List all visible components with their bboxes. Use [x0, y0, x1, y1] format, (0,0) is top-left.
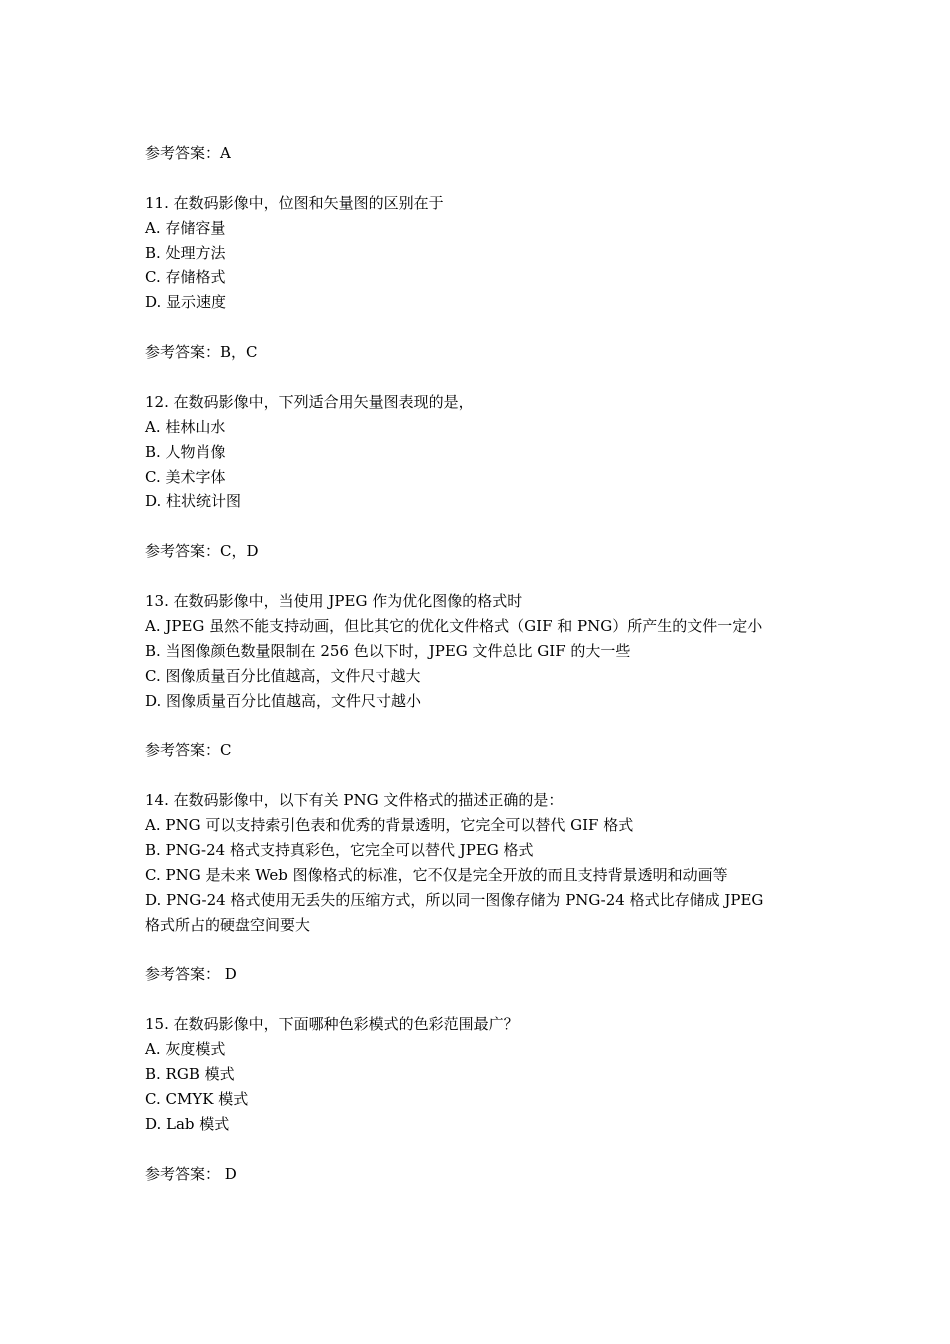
- answer-line: 参考答案：C，D: [145, 542, 259, 561]
- option-c: C. 存储格式: [145, 268, 226, 287]
- option-b: B. PNG-24 格式支持真彩色，它完全可以替代 JPEG 格式: [145, 840, 534, 859]
- option-a: A. 存储容量: [145, 218, 226, 237]
- answer-line: 参考答案：B，C: [145, 343, 258, 362]
- option-c: C. 美术字体: [145, 467, 226, 486]
- option-c: C. PNG 是未来 Web 图像格式的标准，它不仅是完全开放的而且支持背景透明和动画等: [145, 865, 728, 884]
- question-15: [145, 1012, 845, 1136]
- option-c: C. 图像质量百分比值越高，文件尺寸越大: [145, 666, 421, 685]
- question-stem: 15. 在数码影像中，下面哪种色彩模式的色彩范围最广？: [145, 1015, 519, 1034]
- option-d: D. 显示速度: [145, 293, 227, 312]
- document-page: [145, 141, 845, 1186]
- answer-line: 参考答案： D: [145, 965, 237, 984]
- option-b: B. 处理方法: [145, 243, 226, 262]
- option-d: D. PNG-24 格式使用无丢失的压缩方式，所以同一图像存储为 PNG-24 格式比存储成 JPEG: [145, 890, 764, 909]
- question-stem: 13. 在数码影像中，当使用 JPEG 作为优化图像的格式时: [145, 592, 523, 611]
- question-11: [145, 191, 845, 315]
- question-stem: 11. 在数码影像中，位图和矢量图的区别在于: [145, 193, 444, 212]
- question-stem: 14. 在数码影像中，以下有关 PNG 文件格式的描述正确的是：: [145, 791, 564, 810]
- option-b: B. 人物肖像: [145, 442, 226, 461]
- question-stem: 12. 在数码影像中，下列适合用矢量图表现的是，: [145, 392, 474, 411]
- answer-line: 参考答案：A: [145, 144, 231, 162]
- option-d: D. Lab 模式: [145, 1114, 230, 1133]
- answer-line: 参考答案： D: [145, 1164, 237, 1183]
- option-a: A. 灰度模式: [145, 1040, 226, 1059]
- option-a: A. JPEG 虽然不能支持动画，但比其它的优化文件格式（GIF 和 PNG）所产生的文件一定小: [145, 616, 763, 635]
- option-a: A. PNG 可以支持索引色表和优秀的背景透明，它完全可以替代 GIF 格式: [145, 816, 634, 835]
- question-12: [145, 390, 845, 514]
- option-c: C. CMYK 模式: [145, 1089, 249, 1108]
- question-13: [145, 589, 845, 713]
- answer-line: 参考答案：C: [145, 741, 232, 760]
- option-d-continued: 格式所占的硬盘空间要大: [145, 915, 311, 934]
- option-a: A. 桂林山水: [145, 417, 226, 436]
- option-b: B. 当图像颜色数量限制在 256 色以下时，JPEG 文件总比 GIF 的大一些: [145, 641, 631, 660]
- option-b: B. RGB 模式: [145, 1064, 235, 1083]
- option-d: D. 图像质量百分比值越高，文件尺寸越小: [145, 691, 422, 710]
- option-d: D. 柱状统计图: [145, 492, 242, 511]
- question-14: [145, 788, 845, 937]
